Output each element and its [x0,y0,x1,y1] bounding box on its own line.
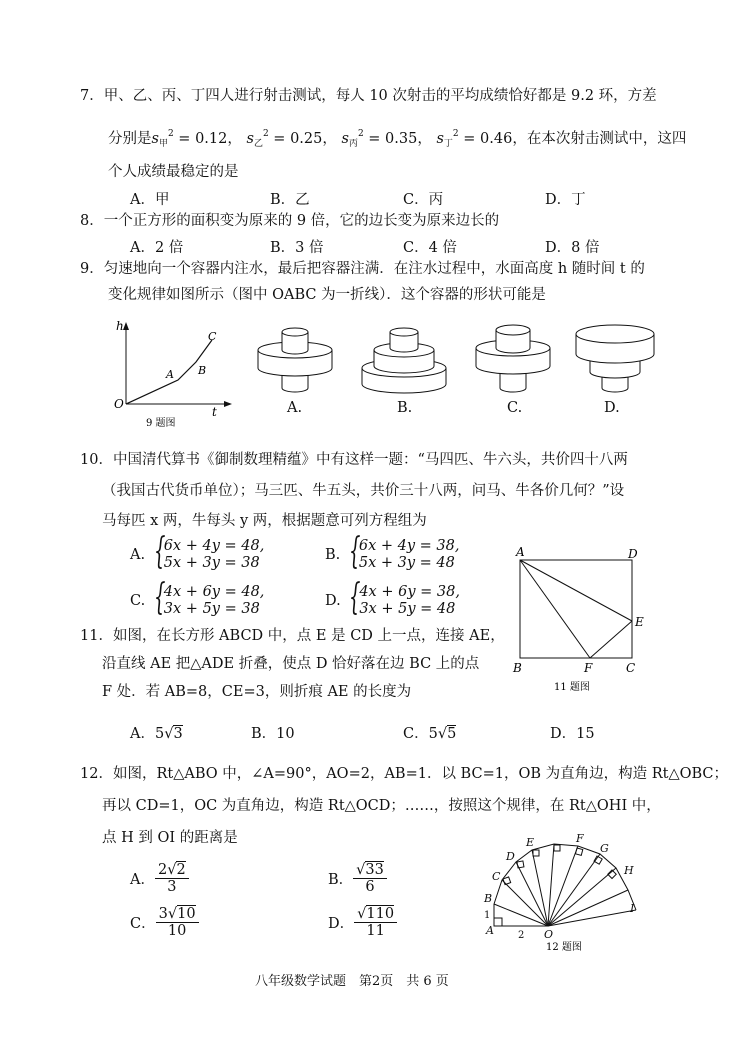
q7-line2: 分别是$s_甲^2 = 0.12$， $s_乙^2 = 0.25$， $s_丙^2 = 0.35$， $s_丁^2 = 0.46$，在本次射击测试中，这四 [108,129,687,149]
q8-option-b: B．3 倍 [270,240,324,256]
graph-label-h: h [116,319,124,333]
fig12-label-i: I [630,902,635,915]
q12-line2: 再以 CD=1，OC 为直角边，构造 Rt△OCD；……，按照这个规律，在 Rt△OHI 中， [102,798,661,814]
q7-v-ding: 0.46 [480,131,513,147]
option-label: C. [130,593,146,609]
option-label: D． [328,916,355,932]
num-radicand: 10 [177,906,196,922]
fig11-label-d: D [628,547,638,561]
q8-option-c: C．4 倍 [403,240,457,256]
q11-caption: 11 题图 [554,682,590,692]
graph-label-c: C [208,330,217,343]
q10-option-d: D. { 4x + 6y = 38, 3x + 5y = 48 [325,577,460,618]
q11-option-d [550,722,595,743]
q7-option-d: D．丁 [545,192,586,208]
option-label: B. [325,547,341,563]
fig12-label-d: D [506,850,515,863]
q7-option-c: C．丙 [403,192,444,208]
eq1: 6x + 4y = 48, [163,538,265,554]
num-radicand: 2 [176,862,186,878]
fig12-label-g: G [600,842,609,855]
fig12-label-e: E [526,836,535,849]
num-coef: 3 [158,906,168,922]
q12-figure [480,828,660,952]
denominator: 6 [365,879,375,895]
q8-option-d: D．8 倍 [545,240,600,256]
q11-option-b [251,722,295,743]
q9-container-b [358,322,450,402]
graph-label-t: t [212,405,217,419]
denominator: 10 [167,923,187,939]
q10-option-a: A. { 6x + 4y = 48, 5x + 3y = 38 [130,531,265,572]
q10-option-c: C. { 4x + 6y = 48, 3x + 5y = 38 [130,577,265,618]
q12-line3: 点 H 到 OI 的距离是 [102,830,238,846]
fig12-label-2: 2 [518,930,525,941]
q11-figure [508,544,648,692]
q8-option-a: A．2 倍 [130,240,184,256]
graph-label-o: O [114,397,124,411]
q12-caption: 12 题图 [546,942,582,952]
q9-graph [110,318,250,430]
num-radicand: 33 [365,862,384,878]
option-label: A． [130,726,155,742]
fig11-label-c: C [626,661,636,675]
option-label: C． [130,916,156,932]
q9-container-a [252,322,338,402]
q9-option-a: A. [287,400,303,416]
q12-option-d: D． $\frac{√110}{11}$ [328,906,397,939]
num-radicand: 110 [366,906,395,922]
q7-v-jia: 0.12 [195,131,228,147]
radicand: 5 [447,726,457,742]
num-coef: 2 [157,862,168,878]
option-label: A． [130,872,155,888]
eq2: 3x + 5y = 38 [163,601,260,617]
eq1: 4x + 6y = 38, [359,584,460,600]
q12-option-c: C． $\frac{3√10}{10}$ [130,906,199,939]
graph-label-b: B [198,364,207,377]
eq2: 3x + 5y = 48 [359,601,456,617]
q10-line2: （我国古代货币单位）；马三匹、牛五头，共价三十八两，问马、牛各价几何？”设 [102,483,625,499]
option-label: B． [328,872,354,888]
eq2: 5x + 3y = 48 [358,555,455,571]
coef: 5 [154,726,165,742]
page-footer: 八年级数学试题 第2页 共 6 页 [255,974,449,989]
fig11-label-a: A [516,545,525,559]
q12-option-b: B． $\frac{√33}{6}$ [328,862,387,895]
q7-line1: 7．甲、乙、丙、丁四人进行射击测试，每人 10 次射击的平均成绩恰好都是 9.2 环，方差 [80,88,657,104]
q9-caption: 9 题图 [146,418,176,429]
graph-label-a: A [166,368,174,381]
q10-line3: 马每匹 x 两，牛每头 y 两，根据题意可列方程组为 [102,513,427,529]
coef: 5 [428,726,438,742]
fig12-label-o: O [544,928,554,941]
q12-option-a: A． $\frac{2√2}{3}$ [130,862,189,895]
q7-v-bing: 0.35 [385,131,418,147]
q9-container-c [470,322,556,402]
q9-option-b: B. [397,400,413,416]
fig12-label-1: 1 [484,910,491,921]
fig12-label-b: B [484,892,493,905]
option-label: B． [251,726,277,742]
q7-prefix: 分别是 [108,131,152,147]
q7-suffix: ，在本次射击测试中，这四 [512,131,687,147]
q12-line1: 12．如图，Rt△ABO 中，∠A=90°，AO=2，AB=1．以 BC=1，OB 为直角边，构造 Rt△OBC； [80,766,729,782]
q7-option-a: A．甲 [130,192,170,208]
q7-option-b: B．乙 [270,192,310,208]
option-label: D． [550,726,577,742]
denominator: 11 [366,923,385,939]
value: 10 [276,726,295,742]
q10-line1: 10．中国清代算书《御制数理精蕴》中有这样一题：“马四匹、牛六头，共价四十八两 [80,452,628,468]
q9-line1: 9．匀速地向一个容器内注水，最后把容器注满．在注水过程中，水面高度 h 随时间 t 的 [80,261,645,277]
q11-line2: 沿直线 AE 把△ADE 折叠，使点 D 恰好落在边 BC 上的点 [102,656,480,672]
q9-line2: 变化规律如图所示（图中 OABC 为一折线）．这个容器的形状可能是 [108,287,546,303]
fig12-label-c: C [492,870,501,883]
q11-option-a: A．5√3 [130,726,183,742]
q11-option-c: C．5√5 [403,726,457,742]
option-label: C． [403,726,429,742]
q8-stem: 8．一个正方形的面积变为原来的 9 倍，它的边长变为原来边长的 [80,213,500,229]
q7-line3: 个人成绩最稳定的是 [108,164,239,180]
denominator: 3 [167,879,177,895]
radicand: 3 [173,726,183,742]
q7-v-yi: 0.25 [290,131,323,147]
option-label: A. [130,547,146,563]
fig11-label-f: F [584,661,593,675]
q9-option-d: D. [604,400,620,416]
q10-option-b: B. { 6x + 4y = 38, 5x + 3y = 48 [325,531,460,572]
fig12-label-h: H [624,864,634,877]
eq1: 4x + 6y = 48, [163,584,265,600]
q9-container-d [572,322,658,402]
eq1: 6x + 4y = 38, [358,538,460,554]
q11-line3: F 处．若 AB=8，CE=3，则折痕 AE 的长度为 [102,684,412,700]
eq2: 5x + 3y = 38 [163,555,260,571]
q9-option-c: C. [507,400,523,416]
fig11-label-b: B [513,661,522,675]
option-label: D. [325,593,341,609]
value: 15 [576,726,595,742]
fig12-label-a: A [486,924,494,937]
fig12-label-f: F [576,832,584,845]
q11-line1: 11．如图，在长方形 ABCD 中，点 E 是 CD 上一点，连接 AE， [80,628,505,644]
fig11-label-e: E [635,615,644,629]
